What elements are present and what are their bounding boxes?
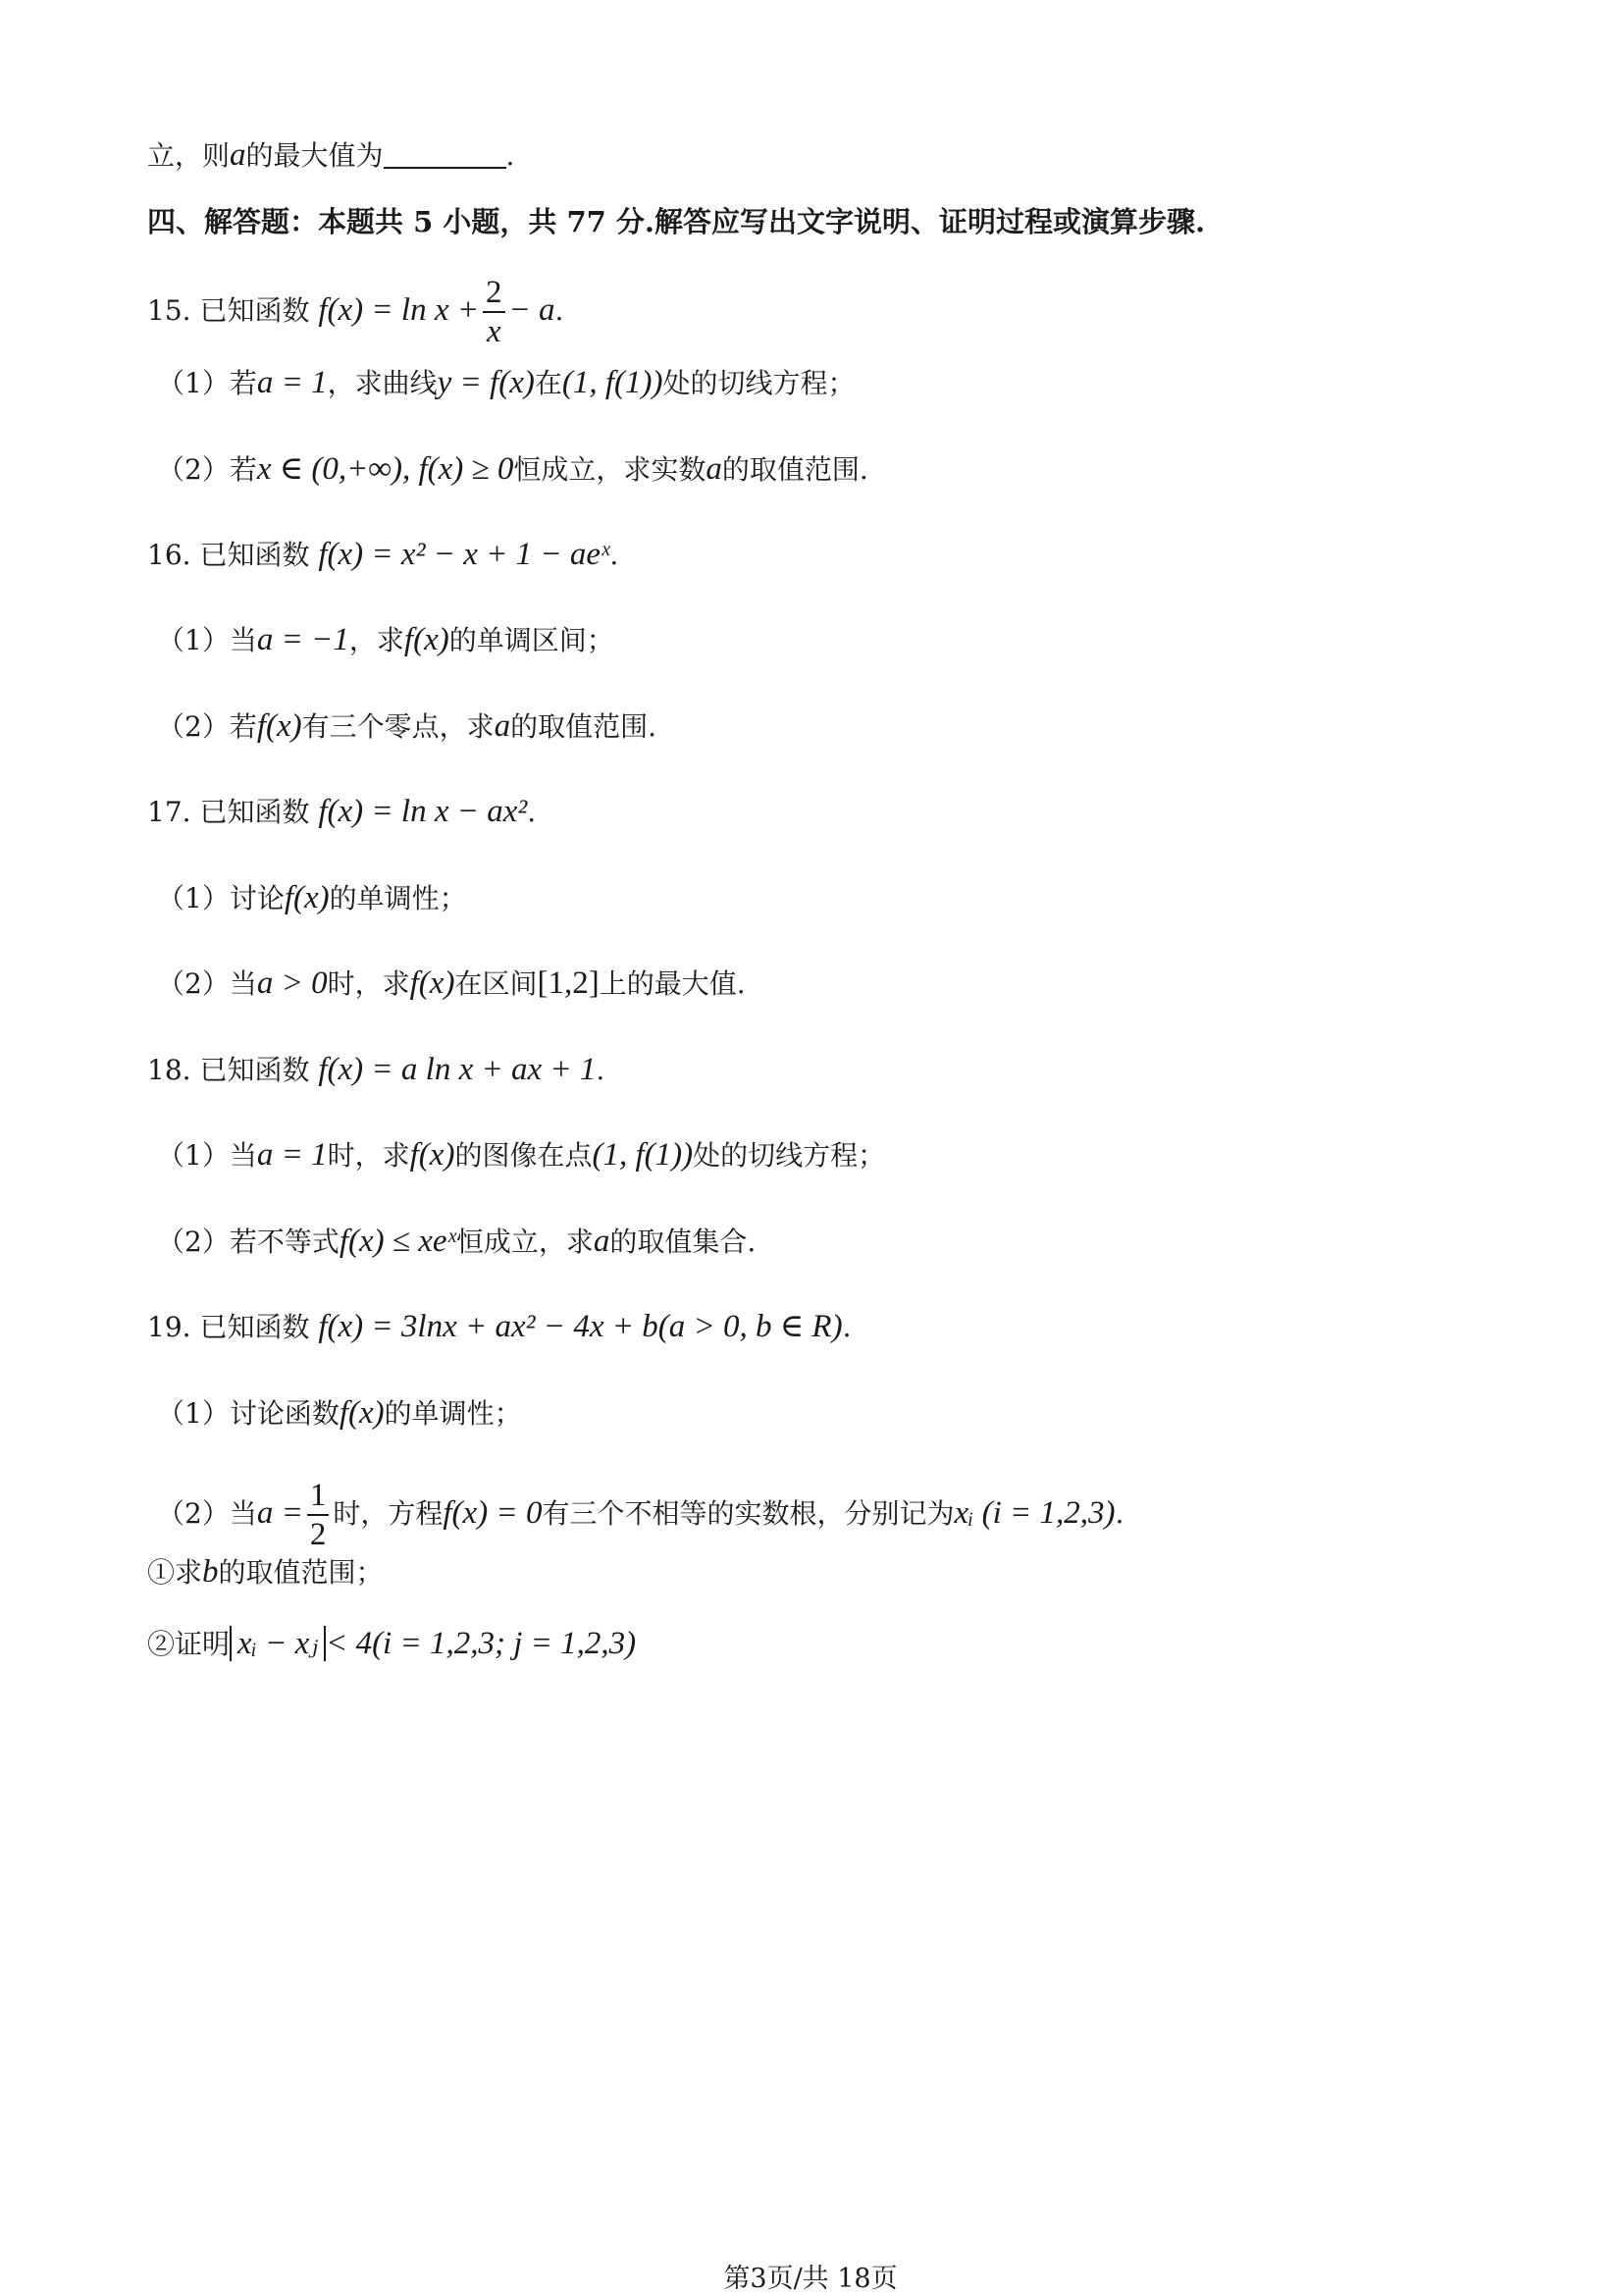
text: .	[554, 294, 564, 327]
math-expr: a = 1	[256, 365, 328, 400]
question-18-part-2	[157, 1222, 756, 1262]
question-18-part-1	[157, 1135, 885, 1175]
math-expr: f(x) = 3lnx + ax² − 4x + b(a > 0, b ∈ R)	[318, 1309, 843, 1344]
math-var: a	[494, 708, 511, 744]
text: 时，方程	[333, 1497, 444, 1530]
question-number: 16.	[147, 539, 191, 571]
text: ，求曲线	[327, 367, 438, 399]
text: .	[596, 1054, 605, 1086]
math-expr: a = 1	[256, 1137, 328, 1173]
text: 已知函数	[199, 294, 310, 327]
text: 时，求	[327, 1139, 410, 1172]
question-15-part-2	[157, 449, 868, 490]
question-19-part-2	[157, 1480, 1124, 1551]
math-expr: f(x)	[409, 1137, 455, 1173]
part-label: （1）	[157, 1139, 230, 1172]
part-label: （2）	[157, 710, 230, 743]
math-var: a	[593, 1224, 610, 1259]
part-label: （1）	[157, 882, 230, 914]
part-label: （1）	[157, 367, 230, 399]
fraction-numerator: 2	[483, 277, 505, 313]
continuation-line	[147, 135, 514, 176]
question-19-part-1	[157, 1393, 522, 1434]
text: 讨论函数	[229, 1397, 340, 1430]
text: 的单调区间；	[448, 624, 614, 656]
text: 的取值范围.	[510, 710, 657, 743]
question-16-part-1	[157, 620, 614, 660]
math-expr: (1, f(1))	[592, 1137, 694, 1173]
text: 证明	[175, 1628, 231, 1660]
text: 的取值范围.	[721, 453, 868, 486]
text: 有三个零点，求	[301, 710, 495, 743]
text: 处的切线方程；	[662, 367, 856, 399]
math-expr: < 4(i = 1,2,3; j = 1,2,3)	[326, 1626, 637, 1661]
question-number: 17.	[147, 796, 191, 828]
text: 的取值集合.	[609, 1226, 757, 1258]
question-17-part-2	[157, 964, 746, 1004]
text: 已知函数	[199, 796, 310, 828]
question-19-sub-2	[147, 1624, 636, 1664]
part-label: （2）	[157, 1497, 230, 1530]
part-label: （2）	[157, 1226, 230, 1258]
fraction	[483, 277, 505, 348]
text: 当	[229, 967, 257, 1000]
math-expr: a =	[256, 1495, 303, 1531]
absolute-value-expr: xᵢ − xⱼ	[230, 1626, 326, 1661]
text: 讨论	[229, 882, 285, 914]
question-number: 15.	[147, 294, 191, 327]
text: 恒成立，求实数	[513, 453, 706, 486]
fraction-denominator: x	[486, 314, 501, 349]
question-17-stem	[147, 792, 536, 832]
text: 若	[229, 453, 257, 486]
text: 若	[229, 710, 257, 743]
math-expr: − a	[508, 292, 555, 328]
fraction-denominator: 2	[309, 1517, 327, 1552]
math-expr: a = −1	[256, 622, 349, 657]
math-expr: f(x)	[403, 622, 449, 657]
text: 的单调性；	[384, 1397, 522, 1430]
math-expr: f(x)	[256, 708, 302, 744]
page-footer: 第3页/共 18页	[723, 2264, 898, 2294]
math-expr: f(x)	[339, 1395, 385, 1431]
part-label: （2）	[157, 453, 230, 486]
question-number: 18.	[147, 1054, 191, 1086]
part-label: （1）	[157, 1397, 230, 1430]
text: 在	[534, 367, 562, 399]
question-18-stem	[147, 1050, 604, 1090]
math-var: a	[230, 137, 246, 173]
math-expr: y = f(x)	[437, 365, 535, 400]
math-expr: f(x)	[409, 965, 455, 1001]
text: 的最大值为	[245, 139, 384, 172]
text: 已知函数	[199, 1311, 310, 1343]
math-expr: f(x) = 0	[443, 1495, 543, 1531]
math-expr: f(x)	[284, 880, 330, 915]
part-label: （2）	[157, 967, 230, 1000]
section-heading: 四、解答题：本题共 5 小题，共 77 分.解答应写出文字说明、证明过程或演算步骤.	[147, 205, 1206, 238]
math-var: a	[706, 451, 722, 487]
part-label: （1）	[157, 624, 230, 656]
math-expr: a > 0	[256, 965, 328, 1001]
math-expr: f(x) = ln x − ax²	[318, 794, 528, 829]
text: 立，则	[147, 139, 231, 172]
sub-label: ②	[147, 1628, 176, 1660]
math-expr: f(x) = ln x +	[318, 292, 480, 328]
fraction-numerator: 1	[307, 1480, 330, 1516]
answer-blank	[384, 139, 506, 169]
question-16-stem	[147, 535, 618, 575]
math-expr: f(x) ≤ xeˣ	[339, 1224, 456, 1259]
text: 若不等式	[229, 1226, 340, 1258]
text: .	[842, 1311, 852, 1343]
math-expr: [1,2]	[537, 965, 600, 1001]
math-expr: (1, f(1))	[561, 365, 663, 400]
math-var: b	[202, 1554, 219, 1590]
text: .	[505, 139, 515, 172]
math-expr: x ∈ (0,+∞), f(x) ≥ 0	[256, 451, 514, 487]
text: 已知函数	[199, 539, 310, 571]
text: 当	[229, 624, 257, 656]
question-19-stem	[147, 1307, 851, 1347]
text: 的取值范围；	[218, 1556, 384, 1589]
sub-label: ①	[147, 1556, 176, 1589]
text: 当	[229, 1139, 257, 1172]
text: 求	[175, 1556, 203, 1589]
text: 的单调性；	[329, 882, 467, 914]
math-expr: f(x) = x² − x + 1 − aeˣ	[318, 537, 610, 572]
math-expr: xᵢ (i = 1,2,3)	[954, 1495, 1116, 1531]
math-expr: f(x) = a ln x + ax + 1	[318, 1052, 597, 1087]
text: ，求	[348, 624, 404, 656]
fraction	[307, 1480, 330, 1551]
question-17-part-1	[157, 878, 467, 918]
text: 恒成立，求	[455, 1226, 594, 1258]
question-15-stem	[147, 277, 563, 348]
question-19-sub-1	[147, 1552, 384, 1592]
text: 若	[229, 367, 257, 399]
text: .	[527, 796, 537, 828]
text: 处的切线方程；	[693, 1139, 886, 1172]
text: .	[1115, 1497, 1124, 1530]
text: .	[609, 539, 619, 571]
text: 当	[229, 1497, 257, 1530]
text: 上的最大值.	[599, 967, 746, 1000]
text: 的图像在点	[454, 1139, 593, 1172]
text: 有三个不相等的实数根，分别记为	[542, 1497, 955, 1530]
question-number: 19.	[147, 1311, 191, 1343]
question-15-part-1	[157, 363, 856, 403]
text: 在区间	[454, 967, 538, 1000]
text: 已知函数	[199, 1054, 310, 1086]
question-16-part-2	[157, 706, 656, 747]
text: 时，求	[327, 967, 410, 1000]
